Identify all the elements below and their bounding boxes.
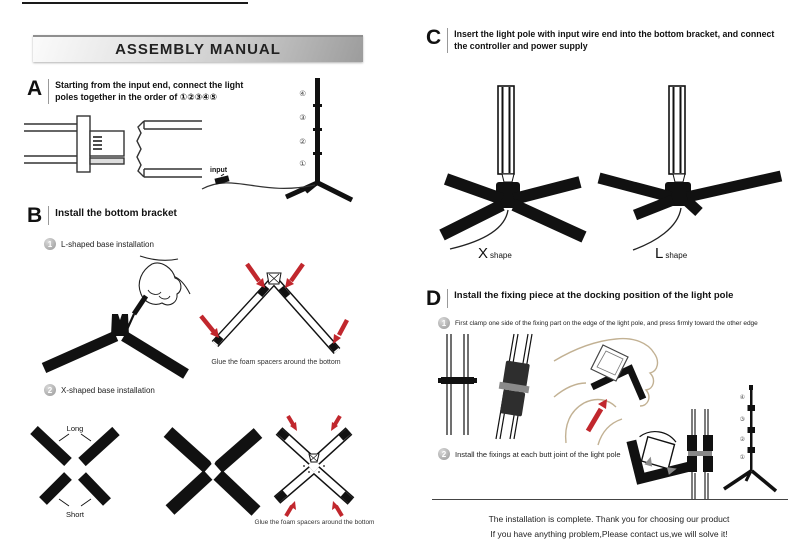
striped-pole (669, 86, 685, 174)
diagram-pole-with-clamp (437, 332, 479, 438)
glue-caption-x: Glue the foam spacers around the bottom (254, 519, 375, 526)
clamp-band (441, 377, 474, 384)
svg-text:②: ② (739, 437, 745, 443)
step-install-fixings (438, 448, 621, 460)
diagram-x-base-parts (25, 421, 125, 519)
short-label: Short (66, 510, 84, 519)
diagram-finished-lamp (712, 383, 786, 498)
left-pole (24, 116, 124, 172)
diagram-glue-spacers-v (193, 258, 351, 356)
title-banner (33, 35, 363, 62)
diagram-l-base-install (28, 250, 196, 382)
diagram-diagonal-pole-clamp (483, 332, 547, 442)
red-arrow-icon (588, 399, 607, 431)
hand-with-screwdriver-icon (125, 256, 190, 334)
x-legs (34, 430, 116, 502)
step-1-badge: 1 (44, 238, 56, 250)
diagram-l-shape-assembly (593, 84, 788, 258)
section-c-header (426, 28, 784, 53)
svg-text:④: ④ (299, 89, 306, 98)
page-title: ASSEMBLY MANUAL (115, 41, 281, 58)
pole-order-numbers (299, 89, 306, 168)
lamp-order-numbers (740, 394, 746, 461)
footer-rule (432, 499, 788, 500)
right-pole (137, 121, 202, 177)
divider (48, 206, 49, 225)
top-left-rule (22, 2, 248, 4)
section-d-header (426, 289, 733, 308)
svg-text:②: ② (299, 137, 306, 146)
section-d-title: Install the fixing piece at the docking position of the light pole (454, 290, 734, 301)
step-x-base (44, 384, 155, 396)
step-1-label: L-shaped base installation (61, 239, 154, 249)
section-a-text: Starting from the input end, connect the light poles together in the order of ①②③④⑤ (55, 80, 244, 102)
l-shaped-base (44, 314, 186, 374)
input-label: input (210, 167, 228, 174)
diagram-pole-connectors (24, 111, 204, 191)
step-2-label: X-shaped base installation (61, 385, 155, 395)
svg-text:③: ③ (739, 417, 745, 423)
section-a-letter: A (27, 77, 43, 100)
glue-caption-v: Glue the foam spacers around the bottom (211, 359, 341, 366)
l-shape-label: L shape (655, 245, 688, 262)
divider (48, 79, 49, 104)
striped-pole (498, 86, 514, 174)
section-b-title: Install the bottom bracket (55, 208, 177, 219)
divider (447, 289, 448, 308)
x-shape-label: X shape (478, 245, 512, 262)
section-c-letter: C (426, 26, 442, 49)
diagram-x-base-assembled (160, 424, 266, 518)
step-2-label: Install the fixings at each butt joint of the light pole (455, 449, 621, 459)
red-arrow-icons (286, 416, 342, 516)
diagram-glue-spacers-x (262, 414, 366, 518)
long-label: Long (66, 424, 84, 433)
footer-note (430, 512, 788, 543)
svg-text:①: ① (299, 159, 306, 168)
step-l-base (44, 238, 154, 250)
fixing-piece (495, 360, 533, 417)
section-d-letter: D (426, 287, 442, 310)
diagram-assembled-pole (200, 76, 395, 204)
svg-text:①: ① (739, 455, 745, 461)
svg-text:③: ③ (299, 113, 306, 122)
tripod-base (286, 183, 352, 200)
step-2-badge: 2 (44, 384, 56, 396)
footer-line-1: The installation is complete. Thank you for choosing our product (488, 514, 730, 524)
l-legs (599, 176, 781, 215)
diagram-x-shape-assembly (438, 84, 588, 258)
step-1-label: First clamp one side of the fixing part on the edge of the light pole, and press firmly toward the other edge (455, 319, 758, 327)
svg-text:④: ④ (739, 395, 745, 401)
section-b-header (27, 206, 177, 225)
step-1-badge: 1 (438, 317, 450, 329)
tripod-base (724, 471, 776, 491)
footer-line-2: If you have anything problem,Please contact us,we will solve it! (490, 529, 728, 540)
step-2-badge: 2 (438, 448, 450, 460)
section-c-text: Insert the light pole with input wire end into the bottom bracket, and connect the controller and power supply (454, 29, 775, 51)
x-rods (277, 431, 351, 501)
divider (447, 28, 448, 53)
section-b-letter: B (27, 204, 43, 227)
rods (215, 280, 337, 351)
